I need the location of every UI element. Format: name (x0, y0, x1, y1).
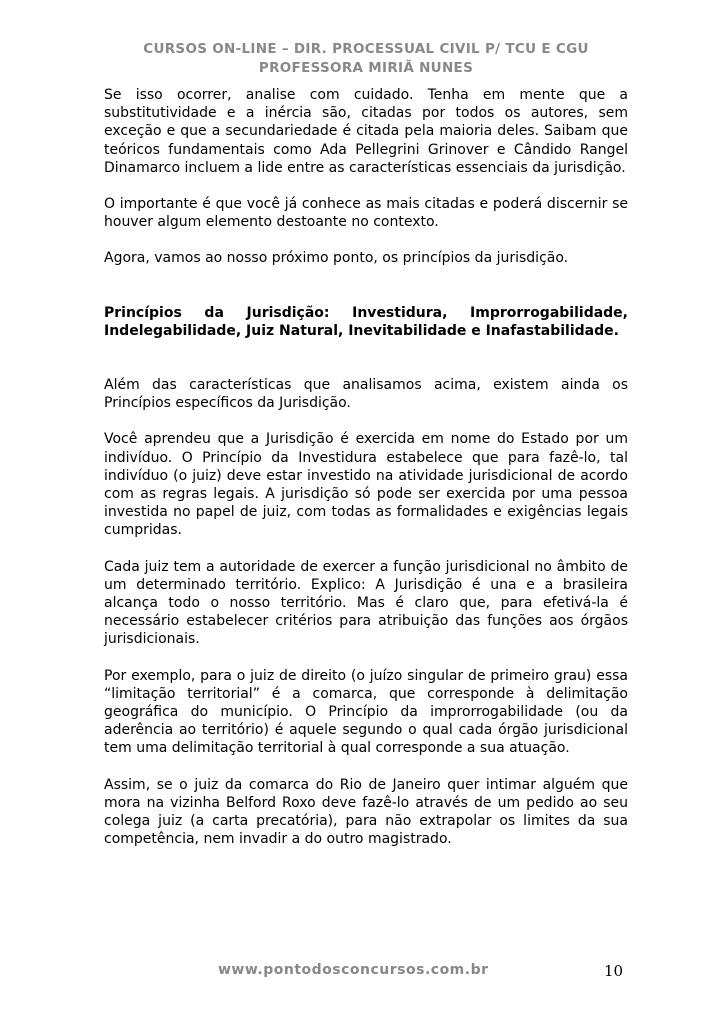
paragraph-8: Assim, se o juiz da comarca do Rio de Janeiro quer intimar alguém que mora na vizinha Belford Roxo deve fazê-lo através de um pedido ao seu colega juiz (a carta precatória), para não extrapolar os limites da sua competência, nem invadir a do outro magistrado. (104, 776, 628, 848)
header-course-title: CURSOS ON-LINE – DIR. PROCESSUAL CIVIL P/ TCU E CGU (143, 41, 589, 57)
paragraph-1: Se isso ocorrer, analise com cuidado. Tenha em mente que a substitutividade e a inércia são, citadas por todos os autores, sem exceção e que a secundariedade é citada pela maioria deles. Saibam que teóricos fundamentais como Ada Pellegrini Grinover e Cândido Rangel Dinamarco incluem a lide entre as características essenciais da jurisdição. (104, 87, 628, 176)
paragraph-4: Além das características que analisamos acima, existem ainda os Princípios específicos da Jurisdição. (104, 377, 628, 412)
paragraph-7: Por exemplo, para o juiz de direito (o juízo singular de primeiro grau) essa “limitação territorial” é a comarca, que corresponde à delimitação geográfica do município. O Princípio da improrrogabilidade (ou da aderência ao território) é aquele segundo o qual cada órgão jurisdicional tem uma delimitação territorial à qual corresponde a sua atuação. (104, 667, 628, 757)
section-heading: Princípios da Jurisdição: Investidura, Improrrogabilidade, Indelegabilidade, Juiz Natural, Inevitabilidade e Inafastabilidade. (104, 304, 628, 339)
header-professor-name: PROFESSORA MIRIÃ NUNES (258, 60, 474, 76)
paragraph-2: O importante é que você já conhece as mais citadas e poderá discernir se houver algum elemento destoante no contexto. (104, 196, 628, 231)
paragraph-6: Cada juiz tem a autoridade de exercer a função jurisdicional no âmbito de um determinado território. Explico: A Jurisdição é una e a brasileira alcança todo o nosso território. Mas é claro que, para efetivá-la é necessário estabelecer critérios para atribuição das funções aos órgãos jurisdicionais. (104, 558, 628, 648)
page-header (104, 40, 628, 78)
paragraph-5: Você aprendeu que a Jurisdição é exercida em nome do Estado por um indivíduo. O Princípio da Investidura estabelece que para fazê-lo, tal indivíduo (o juiz) deve estar investido na atividade jurisdicional de acordo com as regras legais. A jurisdição só pode ser exercida por uma pessoa investida no papel de juiz, com todas as formalidades e exigências legais cumpridas. (104, 431, 628, 539)
page-number: 10 (604, 962, 624, 980)
paragraph-3: Agora, vamos ao nosso próximo ponto, os princípios da jurisdição. (104, 250, 569, 267)
document-body (104, 86, 628, 849)
footer-website: www.pontodosconcursos.com.br (218, 962, 489, 978)
page-footer (0, 962, 728, 984)
